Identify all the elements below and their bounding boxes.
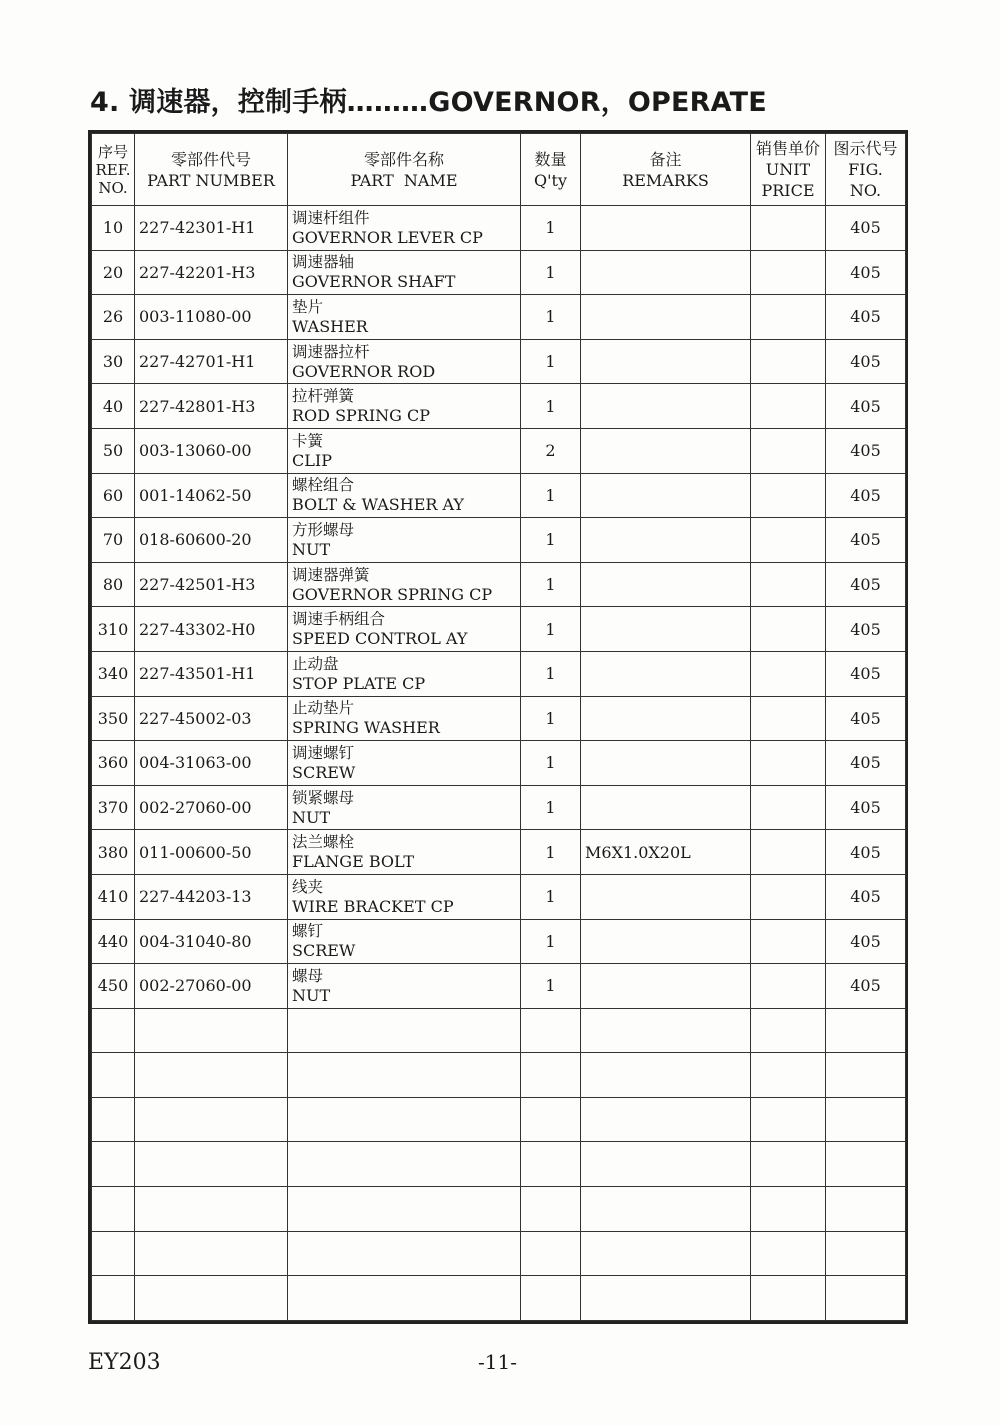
- part-name-cell: [288, 919, 521, 964]
- table-row: [92, 741, 906, 786]
- fig-no-cell: 405: [826, 473, 906, 518]
- part-name-cn: 螺钉: [292, 922, 324, 941]
- header-remarks-en: REMARKS: [622, 170, 709, 190]
- ref-cell: 30: [92, 339, 135, 384]
- part-number-cell: 227-43501-H1: [135, 651, 288, 696]
- part-number-cell: 227-42501-H3: [135, 562, 288, 607]
- table-row: [92, 562, 906, 607]
- ref-cell: 450: [92, 964, 135, 1009]
- ref-cell: 80: [92, 562, 135, 607]
- remarks-cell: [581, 1231, 751, 1276]
- part-name-cell: [288, 1097, 521, 1142]
- qty-cell: [521, 1008, 581, 1053]
- part-number-cell: 002-27060-00: [135, 964, 288, 1009]
- part-number-cell: 002-27060-00: [135, 785, 288, 830]
- part-name-cn: 拉杆弹簧: [292, 387, 355, 406]
- part-number-cell: 004-31040-80: [135, 919, 288, 964]
- table-row: [92, 1008, 906, 1053]
- fig-no-cell: 405: [826, 607, 906, 652]
- qty-cell: 1: [521, 874, 581, 919]
- fig-no-cell: 405: [826, 830, 906, 875]
- ref-cell: 440: [92, 919, 135, 964]
- part-number-cell: [135, 1097, 288, 1142]
- part-name-cell: [288, 607, 521, 652]
- remarks-cell: [581, 1276, 751, 1321]
- fig-no-cell: 405: [826, 874, 906, 919]
- part-number-cell: 227-45002-03: [135, 696, 288, 741]
- header-qty: [521, 134, 581, 206]
- fig-no-cell: 405: [826, 250, 906, 295]
- part-name-cell: [288, 250, 521, 295]
- part-name-cell: [288, 384, 521, 429]
- ref-cell: [92, 1008, 135, 1053]
- qty-cell: 1: [521, 830, 581, 875]
- part-name-cell: [288, 518, 521, 563]
- part-name-cn: 卡簧: [292, 431, 324, 450]
- part-name-cell: [288, 1142, 521, 1187]
- part-name-cell: [288, 785, 521, 830]
- part-number-cell: [135, 1231, 288, 1276]
- ref-cell: 10: [92, 206, 135, 251]
- part-number-cell: 001-14062-50: [135, 473, 288, 518]
- unit-price-cell: [751, 919, 826, 964]
- part-name-cn: 调速器弹簧: [292, 565, 370, 584]
- fig-no-cell: 405: [826, 919, 906, 964]
- ref-cell: [92, 1231, 135, 1276]
- part-number-cell: 227-44203-13: [135, 874, 288, 919]
- table-row: [92, 1187, 906, 1232]
- unit-price-cell: [751, 1187, 826, 1232]
- table-row: [92, 1231, 906, 1276]
- remarks-cell: [581, 651, 751, 696]
- part-name-en: SCREW: [292, 762, 356, 782]
- part-number-cell: 004-31063-00: [135, 741, 288, 786]
- part-name-cell: [288, 428, 521, 473]
- parts-table: [91, 133, 906, 1321]
- remarks-cell: [581, 1008, 751, 1053]
- table-row: [92, 295, 906, 340]
- qty-cell: [521, 1231, 581, 1276]
- fig-no-cell: [826, 1097, 906, 1142]
- part-name-en: WASHER: [292, 316, 368, 336]
- header-fig-no-cn: 图示代号: [833, 139, 898, 158]
- part-number-cell: 018-60600-20: [135, 518, 288, 563]
- qty-cell: 1: [521, 295, 581, 340]
- part-name-cn: 止动垫片: [292, 699, 355, 718]
- part-name-cn: 调速螺钉: [292, 743, 355, 762]
- header-fig-no: [826, 134, 906, 206]
- header-part-name-en: PART NAME: [350, 170, 458, 190]
- fig-no-cell: 405: [826, 741, 906, 786]
- remarks-cell: [581, 250, 751, 295]
- page-number: -11-: [478, 1350, 517, 1374]
- header-remarks-cn: 备注: [649, 149, 682, 169]
- part-name-en: GOVERNOR LEVER CP: [292, 227, 483, 247]
- part-name-cn: 止动盘: [292, 654, 339, 673]
- part-number-cell: [135, 1053, 288, 1098]
- unit-price-cell: [751, 1276, 826, 1321]
- remarks-cell: [581, 428, 751, 473]
- unit-price-cell: [751, 1008, 826, 1053]
- table-header-row: [92, 134, 906, 206]
- qty-cell: [521, 1097, 581, 1142]
- table-row: [92, 696, 906, 741]
- table-row: [92, 607, 906, 652]
- unit-price-cell: [751, 339, 826, 384]
- part-name-en: SCREW: [292, 941, 356, 961]
- unit-price-cell: [751, 473, 826, 518]
- part-number-cell: [135, 1008, 288, 1053]
- fig-no-cell: 405: [826, 785, 906, 830]
- remarks-cell: [581, 518, 751, 563]
- remarks-cell: [581, 473, 751, 518]
- part-name-cell: [288, 1231, 521, 1276]
- qty-cell: 1: [521, 651, 581, 696]
- part-name-cell: [288, 651, 521, 696]
- part-name-en: GOVERNOR SPRING CP: [292, 584, 493, 604]
- ref-cell: 20: [92, 250, 135, 295]
- header-qty-en: Q'ty: [534, 170, 567, 190]
- qty-cell: 1: [521, 206, 581, 251]
- part-name-en: SPRING WASHER: [292, 718, 440, 738]
- header-part-number: [135, 134, 288, 206]
- ref-cell: 360: [92, 741, 135, 786]
- part-name-cell: [288, 1276, 521, 1321]
- ref-cell: 340: [92, 651, 135, 696]
- part-name-en: STOP PLATE CP: [292, 673, 426, 693]
- part-name-en: CLIP: [292, 450, 332, 470]
- part-number-cell: 227-42701-H1: [135, 339, 288, 384]
- table-row: [92, 651, 906, 696]
- table-body: [92, 206, 906, 1321]
- part-number-cell: 227-42301-H1: [135, 206, 288, 251]
- header-part-number-cn: 零部件代号: [170, 149, 251, 169]
- unit-price-cell: [751, 651, 826, 696]
- header-part-number-en: PART NUMBER: [147, 170, 275, 190]
- unit-price-cell: [751, 1053, 826, 1098]
- table-row: [92, 919, 906, 964]
- table-row: [92, 785, 906, 830]
- unit-price-cell: [751, 874, 826, 919]
- unit-price-cell: [751, 518, 826, 563]
- part-name-cn: 调速手柄组合: [292, 610, 386, 629]
- header-part-name-cn: 零部件名称: [363, 149, 444, 169]
- table-row: [92, 964, 906, 1009]
- unit-price-cell: [751, 384, 826, 429]
- remarks-cell: [581, 1142, 751, 1187]
- header-ref-cn: 序号: [97, 142, 128, 161]
- part-name-en: NUT: [292, 985, 331, 1005]
- qty-cell: [521, 1187, 581, 1232]
- part-name-cell: [288, 1053, 521, 1098]
- qty-cell: 1: [521, 919, 581, 964]
- unit-price-cell: [751, 295, 826, 340]
- qty-cell: [521, 1142, 581, 1187]
- fig-no-cell: 405: [826, 384, 906, 429]
- unit-price-cell: [751, 428, 826, 473]
- header-unit-price: [751, 134, 826, 206]
- part-name-en: NUT: [292, 539, 331, 559]
- part-number-cell: 227-43302-H0: [135, 607, 288, 652]
- part-name-en: ROD SPRING CP: [292, 406, 431, 426]
- qty-cell: 1: [521, 741, 581, 786]
- unit-price-cell: [751, 607, 826, 652]
- table-row: [92, 206, 906, 251]
- remarks-cell: [581, 1187, 751, 1232]
- part-number-cell: 003-13060-00: [135, 428, 288, 473]
- part-name-cn: 调速杆组件: [292, 208, 370, 227]
- ref-cell: 310: [92, 607, 135, 652]
- part-number-cell: [135, 1187, 288, 1232]
- unit-price-cell: [751, 562, 826, 607]
- ref-cell: [92, 1276, 135, 1321]
- table-row: [92, 874, 906, 919]
- table-row: [92, 1142, 906, 1187]
- qty-cell: 1: [521, 964, 581, 1009]
- ref-cell: [92, 1187, 135, 1232]
- unit-price-cell: [751, 250, 826, 295]
- qty-cell: 1: [521, 696, 581, 741]
- ref-cell: 60: [92, 473, 135, 518]
- fig-no-cell: 405: [826, 964, 906, 1009]
- part-name-cn: 线夹: [292, 877, 324, 896]
- table-row: [92, 339, 906, 384]
- part-name-cell: [288, 696, 521, 741]
- header-part-name: [288, 134, 521, 206]
- parts-table-container: [88, 130, 908, 1324]
- unit-price-cell: [751, 964, 826, 1009]
- remarks-cell: [581, 741, 751, 786]
- header-qty-cn: 数量: [534, 149, 567, 169]
- qty-cell: 2: [521, 428, 581, 473]
- unit-price-cell: [751, 206, 826, 251]
- part-number-cell: [135, 1276, 288, 1321]
- table-row: [92, 384, 906, 429]
- header-ref: [92, 134, 135, 206]
- fig-no-cell: [826, 1187, 906, 1232]
- part-name-cn: 螺母: [292, 966, 324, 985]
- ref-cell: [92, 1142, 135, 1187]
- part-name-cell: [288, 339, 521, 384]
- fig-no-cell: 405: [826, 206, 906, 251]
- ref-cell: 50: [92, 428, 135, 473]
- part-name-cn: 垫片: [292, 297, 324, 316]
- page-title: 4. 调速器，控制手柄………GOVERNOR，OPERATE: [90, 87, 767, 118]
- remarks-cell: [581, 1053, 751, 1098]
- part-name-cell: [288, 1187, 521, 1232]
- qty-cell: 1: [521, 562, 581, 607]
- qty-cell: 1: [521, 607, 581, 652]
- header-ref-en: REF.: [95, 160, 131, 179]
- header-remarks: [581, 134, 751, 206]
- part-name-cn: 方形螺母: [292, 520, 355, 539]
- qty-cell: 1: [521, 250, 581, 295]
- fig-no-cell: [826, 1231, 906, 1276]
- remarks-cell: M6X1.0X20L: [581, 830, 751, 875]
- part-number-cell: [135, 1142, 288, 1187]
- unit-price-cell: [751, 785, 826, 830]
- ref-cell: 26: [92, 295, 135, 340]
- part-name-en: FLANGE BOLT: [292, 852, 414, 872]
- ref-cell: 40: [92, 384, 135, 429]
- part-name-cell: [288, 473, 521, 518]
- unit-price-cell: [751, 1142, 826, 1187]
- fig-no-cell: 405: [826, 696, 906, 741]
- part-name-en: BOLT & WASHER AY: [292, 495, 464, 515]
- model-number: EY203: [88, 1350, 161, 1375]
- remarks-cell: [581, 562, 751, 607]
- ref-cell: 370: [92, 785, 135, 830]
- header-unit-price-cn: 销售单价: [755, 139, 820, 158]
- table-row: [92, 1097, 906, 1142]
- part-name-cn: 锁紧螺母: [292, 788, 355, 807]
- unit-price-cell: [751, 1097, 826, 1142]
- qty-cell: 1: [521, 384, 581, 429]
- ref-cell: 410: [92, 874, 135, 919]
- ref-cell: 380: [92, 830, 135, 875]
- part-name-cell: [288, 295, 521, 340]
- part-name-cell: [288, 830, 521, 875]
- fig-no-cell: [826, 1142, 906, 1187]
- part-name-cn: 调速器轴: [292, 253, 355, 272]
- table-row: [92, 830, 906, 875]
- fig-no-cell: 405: [826, 339, 906, 384]
- remarks-cell: [581, 919, 751, 964]
- ref-cell: [92, 1053, 135, 1098]
- qty-cell: 1: [521, 339, 581, 384]
- fig-no-cell: 405: [826, 428, 906, 473]
- ref-cell: 70: [92, 518, 135, 563]
- remarks-cell: [581, 785, 751, 830]
- ref-cell: 350: [92, 696, 135, 741]
- part-name-en: GOVERNOR ROD: [292, 361, 436, 381]
- fig-no-cell: 405: [826, 295, 906, 340]
- qty-cell: 1: [521, 518, 581, 563]
- part-name-cn: 螺栓组合: [292, 476, 355, 495]
- qty-cell: 1: [521, 473, 581, 518]
- table-row: [92, 1053, 906, 1098]
- part-name-en: NUT: [292, 807, 331, 827]
- table-row: [92, 250, 906, 295]
- part-name-cn: 调速器拉杆: [292, 342, 370, 361]
- qty-cell: [521, 1053, 581, 1098]
- fig-no-cell: [826, 1008, 906, 1053]
- part-name-cell: [288, 964, 521, 1009]
- header-unit-price-en: UNIT: [765, 160, 811, 179]
- qty-cell: [521, 1276, 581, 1321]
- part-number-cell: 003-11080-00: [135, 295, 288, 340]
- remarks-cell: [581, 384, 751, 429]
- table-row: [92, 428, 906, 473]
- part-name-cn: 法兰螺栓: [292, 833, 355, 852]
- remarks-cell: [581, 607, 751, 652]
- unit-price-cell: [751, 1231, 826, 1276]
- unit-price-cell: [751, 696, 826, 741]
- part-name-en: SPEED CONTROL AY: [292, 629, 468, 649]
- remarks-cell: [581, 874, 751, 919]
- header-fig-no-en: FIG. NO.: [848, 160, 883, 200]
- part-name-cell: [288, 206, 521, 251]
- fig-no-cell: [826, 1053, 906, 1098]
- table-row: [92, 518, 906, 563]
- unit-price-cell: [751, 741, 826, 786]
- table-row: [92, 473, 906, 518]
- part-number-cell: 227-42801-H3: [135, 384, 288, 429]
- qty-cell: 1: [521, 785, 581, 830]
- remarks-cell: [581, 696, 751, 741]
- part-name-cell: [288, 562, 521, 607]
- remarks-cell: [581, 295, 751, 340]
- header-ref-no: NO.: [98, 178, 128, 197]
- remarks-cell: [581, 339, 751, 384]
- fig-no-cell: 405: [826, 518, 906, 563]
- fig-no-cell: 405: [826, 562, 906, 607]
- part-number-cell: 227-42201-H3: [135, 250, 288, 295]
- remarks-cell: [581, 964, 751, 1009]
- unit-price-cell: [751, 830, 826, 875]
- part-name-en: GOVERNOR SHAFT: [292, 272, 456, 292]
- ref-cell: [92, 1097, 135, 1142]
- table-row: [92, 1276, 906, 1321]
- remarks-cell: [581, 1097, 751, 1142]
- part-name-cell: [288, 874, 521, 919]
- header-unit-price-en2: PRICE: [761, 181, 815, 200]
- part-name-en: WIRE BRACKET CP: [292, 896, 454, 916]
- fig-no-cell: [826, 1276, 906, 1321]
- fig-no-cell: 405: [826, 651, 906, 696]
- remarks-cell: [581, 206, 751, 251]
- part-number-cell: 011-00600-50: [135, 830, 288, 875]
- part-name-cell: [288, 1008, 521, 1053]
- part-name-cell: [288, 741, 521, 786]
